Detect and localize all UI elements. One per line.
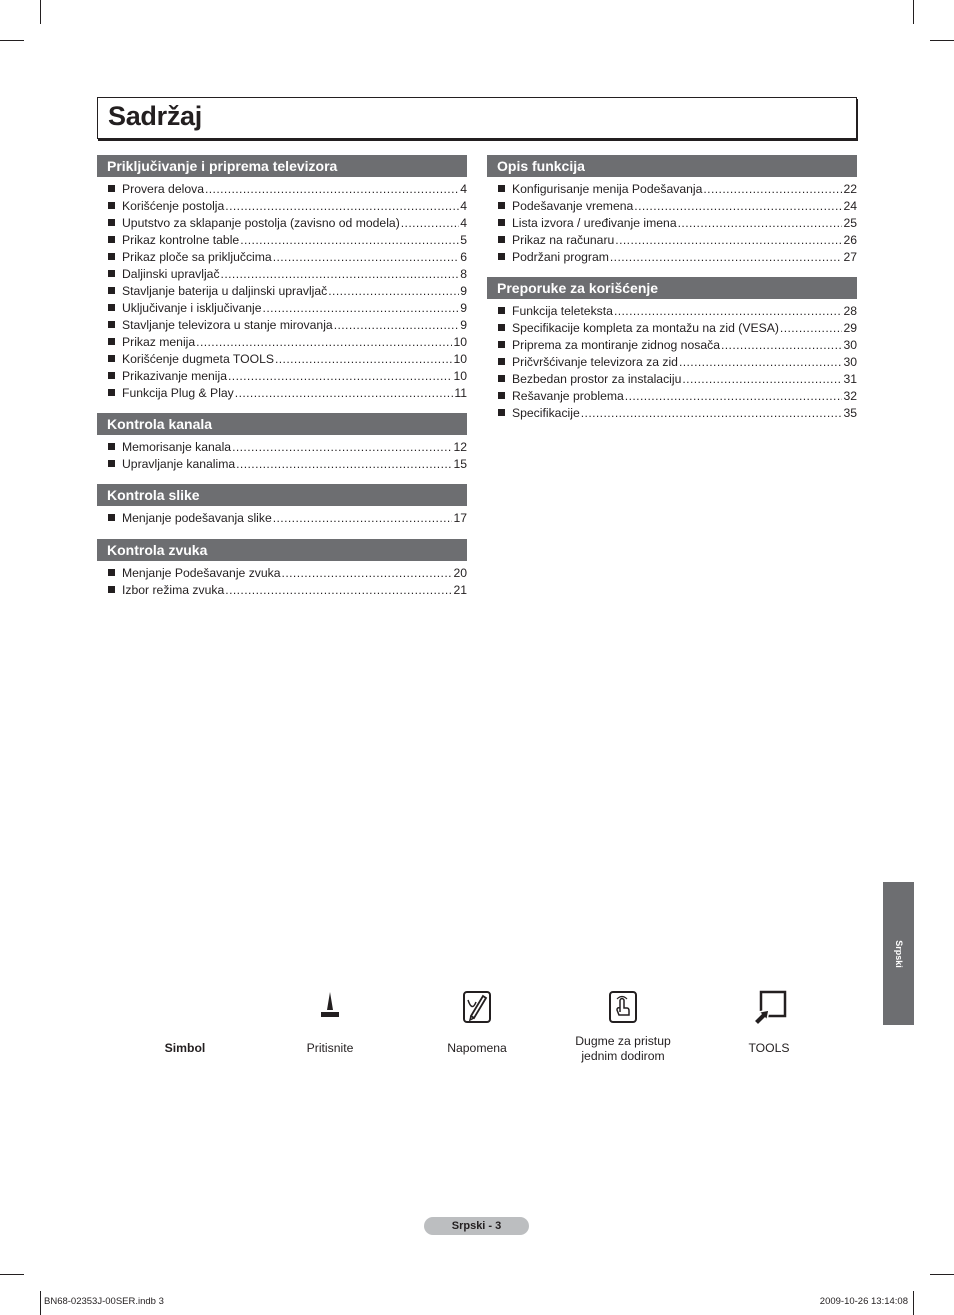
toc-item[interactable]: Korišćenje dugmeta TOOLS ..... 10	[97, 351, 467, 368]
toc-item[interactable]: Rešavanje problema ..... 32	[487, 388, 857, 405]
toc-item[interactable]: Menjanje podešavanja slike ..... 17	[97, 510, 467, 527]
crop-mark	[40, 1291, 41, 1315]
toc-list	[97, 181, 467, 402]
toc-list	[487, 303, 857, 422]
toc-item[interactable]: Upravljanje kanalima ..... 15	[97, 456, 467, 473]
one-touch-button-icon	[608, 990, 638, 1024]
square-bullet-icon	[108, 287, 115, 294]
toc-item[interactable]: Prikaz kontrolne table ..... 5	[97, 232, 467, 249]
section-header: Kontrola slike	[97, 484, 467, 506]
toc-list	[97, 565, 467, 599]
square-bullet-icon	[498, 409, 505, 416]
press-icon	[318, 990, 342, 1020]
square-bullet-icon	[498, 202, 505, 209]
toc-item[interactable]: Uključivanje i isključivanje ..... 9	[97, 300, 467, 317]
section-header: Kontrola zvuka	[97, 539, 467, 561]
square-bullet-icon	[498, 253, 505, 260]
square-bullet-icon	[498, 375, 505, 382]
toc-item[interactable]: Memorisanje kanala ..... 12	[97, 439, 467, 456]
square-bullet-icon	[108, 185, 115, 192]
toc-list	[487, 181, 857, 266]
symbol-press: Pritisnite	[280, 990, 380, 1056]
toc-item[interactable]: Prikaz ploče sa priključcima ..... 6	[97, 249, 467, 266]
toc-item[interactable]: Prikaz menija ..... 10	[97, 334, 467, 351]
symbol-tools: TOOLS	[719, 990, 819, 1056]
square-bullet-icon	[498, 236, 505, 243]
toc-item[interactable]: Priprema za montiranje zidnog nosača ..... 30	[487, 337, 857, 354]
toc-item[interactable]: Provera delova ..... 4	[97, 181, 467, 198]
section-header: Priključivanje i priprema televizora	[97, 155, 467, 177]
square-bullet-icon	[498, 324, 505, 331]
square-bullet-icon	[108, 355, 115, 362]
square-bullet-icon	[108, 338, 115, 345]
square-bullet-icon	[108, 270, 115, 277]
toc-section	[97, 155, 467, 402]
symbol-note: Napomena	[427, 990, 527, 1056]
crop-mark	[930, 40, 954, 41]
toc-section	[97, 413, 467, 473]
imprint-file: BN68-02353J-00SER.indb 3	[44, 1296, 164, 1307]
toc-item[interactable]: Daljinski upravljač ..... 8	[97, 266, 467, 283]
toc-item[interactable]: Funkcija Plug & Play ..... 11	[97, 385, 467, 402]
section-header: Opis funkcija	[487, 155, 857, 177]
square-bullet-icon	[498, 341, 505, 348]
toc-item[interactable]: Prikaz na računaru ..... 26	[487, 232, 857, 249]
square-bullet-icon	[108, 389, 115, 396]
toc-item[interactable]: Korišćenje postolja ..... 4	[97, 198, 467, 215]
page-number-badge: Srpski - 3	[424, 1217, 529, 1235]
imprint-timestamp: 2009-10-26 13:14:08	[819, 1296, 908, 1307]
crop-mark	[40, 0, 41, 24]
toc-item[interactable]: Pričvršćivanje televizora za zid ..... 30	[487, 354, 857, 371]
note-icon	[462, 990, 492, 1024]
toc-item[interactable]: Prikazivanje menija ..... 10	[97, 368, 467, 385]
title-box	[97, 97, 857, 139]
side-tab-label: Srpski	[893, 939, 904, 968]
square-bullet-icon	[108, 569, 115, 576]
toc-item[interactable]: Uputstvo za sklapanje postolja (zavisno od modela) ..... 4	[97, 215, 467, 232]
toc-section	[487, 277, 857, 422]
toc-item[interactable]: Podešavanje vremena ..... 24	[487, 198, 857, 215]
toc-item[interactable]: Konfigurisanje menija Podešavanja ..... 22	[487, 181, 857, 198]
crop-mark	[0, 40, 24, 41]
toc-item[interactable]: Stavljanje televizora u stanje mirovanja ..... 9	[97, 317, 467, 334]
crop-mark	[913, 0, 914, 24]
toc-list	[97, 439, 467, 473]
square-bullet-icon	[108, 202, 115, 209]
toc-item[interactable]: Izbor režima zvuka ..... 21	[97, 582, 467, 599]
square-bullet-icon	[108, 586, 115, 593]
square-bullet-icon	[108, 514, 115, 521]
toc-item[interactable]: Specifikacije kompleta za montažu na zid (VESA) ..... 29	[487, 320, 857, 337]
symbol-heading: Simbol	[164, 1041, 206, 1055]
square-bullet-icon	[108, 372, 115, 379]
toc-item[interactable]: Specifikacije ..... 35	[487, 405, 857, 422]
square-bullet-icon	[498, 392, 505, 399]
square-bullet-icon	[108, 460, 115, 467]
toc-section	[97, 539, 467, 599]
square-bullet-icon	[498, 358, 505, 365]
square-bullet-icon	[108, 443, 115, 450]
symbol-one-touch: Dugme za pristup jednim dodirom	[563, 990, 683, 1064]
square-bullet-icon	[108, 253, 115, 260]
square-bullet-icon	[498, 307, 505, 314]
page-title: Sadržaj	[108, 101, 202, 131]
toc-item[interactable]: Stavljanje baterija u daljinski upravljač ..... 9	[97, 283, 467, 300]
square-bullet-icon	[108, 321, 115, 328]
crop-mark	[930, 1274, 954, 1275]
square-bullet-icon	[498, 219, 505, 226]
toc-item[interactable]: Funkcija teleteksta ..... 28	[487, 303, 857, 320]
section-header: Kontrola kanala	[97, 413, 467, 435]
square-bullet-icon	[108, 219, 115, 226]
toc-item[interactable]: Menjanje Podešavanje zvuka ..... 20	[97, 565, 467, 582]
toc-section	[97, 484, 467, 527]
tools-icon	[751, 990, 787, 1024]
crop-mark	[0, 1274, 24, 1275]
toc-item[interactable]: Bezbedan prostor za instalaciju ..... 31	[487, 371, 857, 388]
symbol-legend	[0, 985, 954, 1075]
toc-list	[97, 510, 467, 527]
toc-item[interactable]: Lista izvora / uređivanje imena ..... 25	[487, 215, 857, 232]
section-header: Preporuke za korišćenje	[487, 277, 857, 299]
square-bullet-icon	[108, 304, 115, 311]
crop-mark	[913, 1291, 914, 1315]
toc-section	[487, 155, 857, 266]
square-bullet-icon	[108, 236, 115, 243]
toc-item[interactable]: Podržani program ..... 27	[487, 249, 857, 266]
square-bullet-icon	[498, 185, 505, 192]
